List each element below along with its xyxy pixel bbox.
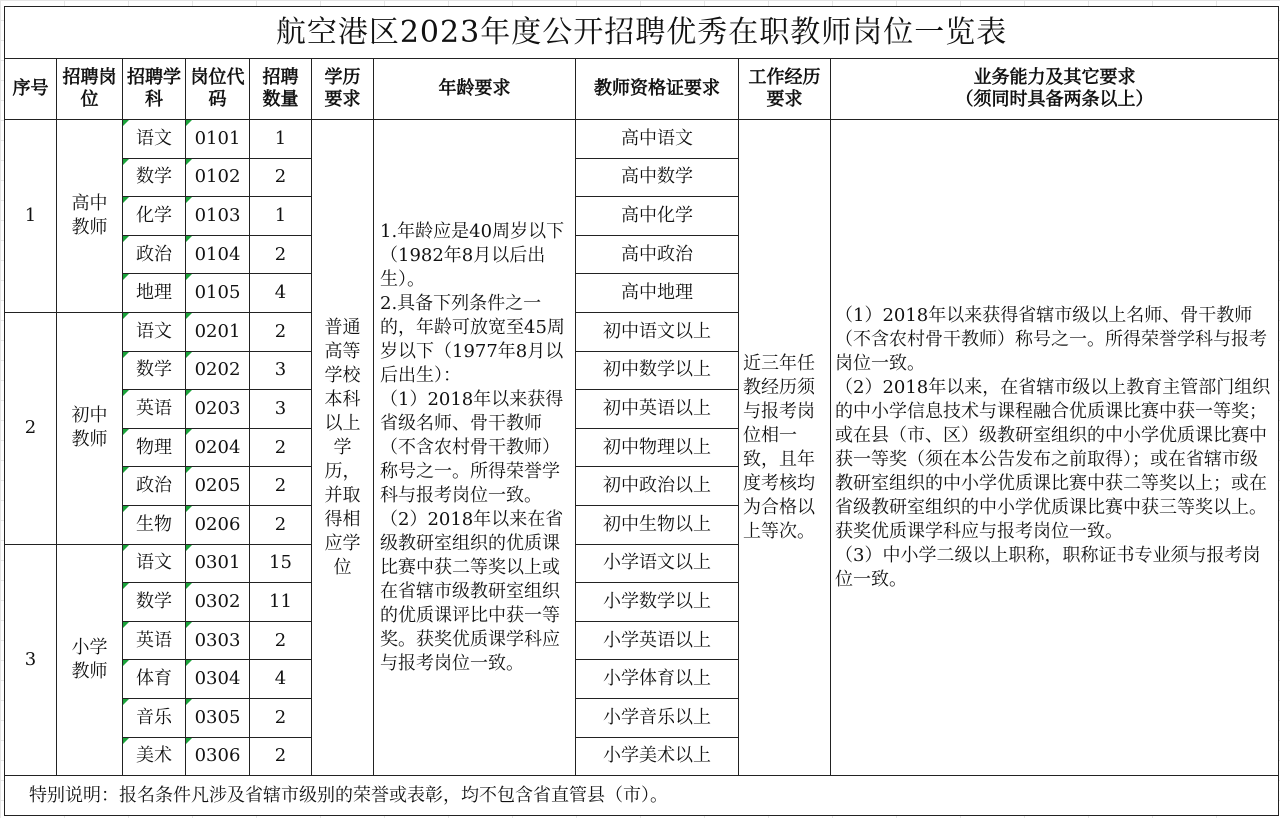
subject-cell: 物理 (123, 428, 186, 467)
header-other-line1: 业务能力及其它要求 (973, 67, 1136, 88)
code-cell: 0103 (186, 197, 250, 236)
code-cell: 0304 (186, 660, 250, 699)
code-cell: 0202 (186, 351, 250, 390)
certificate-cell: 小学英语以上 (576, 621, 739, 660)
group-position: 初中教师 (57, 312, 123, 544)
experience-requirement: 近三年任教经历须与报考岗位相一致，且年度考核均为合格以上等次。 (739, 120, 831, 776)
special-note: 特别说明：报名条件凡涉及省辖市级别的荣誉或表彰，均不包含省直管县（市）。 (5, 776, 1279, 816)
count-cell: 3 (250, 351, 312, 390)
certificate-cell: 高中政治 (576, 235, 739, 274)
header-certificate: 教师资格证要求 (576, 59, 739, 120)
code-cell: 0303 (186, 621, 250, 660)
code-cell: 0203 (186, 390, 250, 429)
age-requirement: 1.年龄应是40周岁以下（1982年8月以后出生）。 2.具备下列条件之一的，年龄可放宽至45周岁以下（1977年8月以后出生）： （1）2018年以来获得省级名师、骨干教师（不含农村骨干教师）称号之一。所得荣誉学科与报考岗位一致。 （2）2018年以来在省级教研室组织的优质课比赛中获二等奖以上或在省辖市级教研室组织的优质课评比中获一等奖。获奖优质课学科应与报考岗位一致。 (374, 120, 576, 776)
header-seq: 序号 (5, 59, 57, 120)
certificate-cell: 初中生物以上 (576, 505, 739, 544)
certificate-cell: 小学语文以上 (576, 544, 739, 583)
code-cell: 0301 (186, 544, 250, 583)
subject-cell: 语文 (123, 312, 186, 351)
code-cell: 0205 (186, 467, 250, 506)
subject-cell: 体育 (123, 660, 186, 699)
header-education: 学历要求 (312, 59, 374, 120)
code-cell: 0305 (186, 698, 250, 737)
subject-cell: 语文 (123, 544, 186, 583)
count-cell: 2 (250, 235, 312, 274)
count-cell: 11 (250, 583, 312, 622)
subject-cell: 数学 (123, 583, 186, 622)
table-row (5, 120, 1279, 159)
count-cell: 2 (250, 428, 312, 467)
group-position: 高中教师 (57, 120, 123, 313)
header-other (831, 59, 1279, 120)
count-cell: 1 (250, 120, 312, 159)
subject-cell: 数学 (123, 158, 186, 197)
count-cell: 3 (250, 390, 312, 429)
subject-cell: 化学 (123, 197, 186, 236)
group-seq: 3 (5, 544, 57, 776)
certificate-cell: 初中语文以上 (576, 312, 739, 351)
subject-cell: 生物 (123, 505, 186, 544)
group-seq: 1 (5, 120, 57, 313)
header-age: 年龄要求 (374, 59, 576, 120)
count-cell: 4 (250, 274, 312, 313)
page-title: 航空港区2023年度公开招聘优秀在职教师岗位一览表 (5, 7, 1279, 59)
code-cell: 0306 (186, 737, 250, 776)
count-cell: 15 (250, 544, 312, 583)
certificate-cell: 初中物理以上 (576, 428, 739, 467)
group-seq: 2 (5, 312, 57, 544)
code-cell: 0102 (186, 158, 250, 197)
subject-cell: 英语 (123, 390, 186, 429)
certificate-cell: 小学音乐以上 (576, 698, 739, 737)
code-cell: 0206 (186, 505, 250, 544)
header-experience: 工作经历要求 (739, 59, 831, 120)
certificate-cell: 初中政治以上 (576, 467, 739, 506)
count-cell: 2 (250, 698, 312, 737)
count-cell: 2 (250, 158, 312, 197)
group-position: 小学教师 (57, 544, 123, 776)
count-cell: 2 (250, 467, 312, 506)
subject-cell: 地理 (123, 274, 186, 313)
header-subject: 招聘学科 (123, 59, 186, 120)
code-cell: 0204 (186, 428, 250, 467)
count-cell: 2 (250, 505, 312, 544)
certificate-cell: 高中化学 (576, 197, 739, 236)
certificate-cell: 小学数学以上 (576, 583, 739, 622)
subject-cell: 政治 (123, 467, 186, 506)
certificate-cell: 小学美术以上 (576, 737, 739, 776)
code-cell: 0105 (186, 274, 250, 313)
code-cell: 0104 (186, 235, 250, 274)
subject-cell: 语文 (123, 120, 186, 159)
header-count: 招聘数量 (250, 59, 312, 120)
header-position: 招聘岗位 (57, 59, 123, 120)
certificate-cell: 高中语文 (576, 120, 739, 159)
subject-cell: 英语 (123, 621, 186, 660)
code-cell: 0101 (186, 120, 250, 159)
certificate-cell: 初中数学以上 (576, 351, 739, 390)
code-cell: 0302 (186, 583, 250, 622)
subject-cell: 政治 (123, 235, 186, 274)
certificate-cell: 高中地理 (576, 274, 739, 313)
count-cell: 1 (250, 197, 312, 236)
certificate-cell: 小学体育以上 (576, 660, 739, 699)
subject-cell: 数学 (123, 351, 186, 390)
header-code: 岗位代码 (186, 59, 250, 120)
header-other-line2: （须同时具备两条以上） (955, 89, 1154, 110)
subject-cell: 美术 (123, 737, 186, 776)
certificate-cell: 高中数学 (576, 158, 739, 197)
recruitment-table (4, 6, 1279, 816)
count-cell: 2 (250, 737, 312, 776)
count-cell: 4 (250, 660, 312, 699)
education-requirement: 普通高等学校本科以上学历，并取得相应学位 (312, 120, 374, 776)
subject-cell: 音乐 (123, 698, 186, 737)
code-cell: 0201 (186, 312, 250, 351)
count-cell: 2 (250, 621, 312, 660)
count-cell: 2 (250, 312, 312, 351)
certificate-cell: 初中英语以上 (576, 390, 739, 429)
other-requirements: （1）2018年以来获得省辖市级以上名师、骨干教师（不含农村骨干教师）称号之一。所得荣誉学科与报考岗位一致。 （2）2018年以来，在省辖市级以上教育主管部门组织的中小学信息技术与课程融合优质课比赛中获一等奖；或在县（市、区）级教研室组织的中小学优质课比赛中获一等奖（须在本公告发布之前取得）；或在省辖市级教研室组织的中小学优质课比赛中获二等奖以上；或在省级教研室组织的中小学优质课比赛中获三等奖以上。获奖优质课学科应与报考岗位一致。 （3）中小学二级以上职称，职称证书专业须与报考岗位一致。 (831, 120, 1279, 776)
